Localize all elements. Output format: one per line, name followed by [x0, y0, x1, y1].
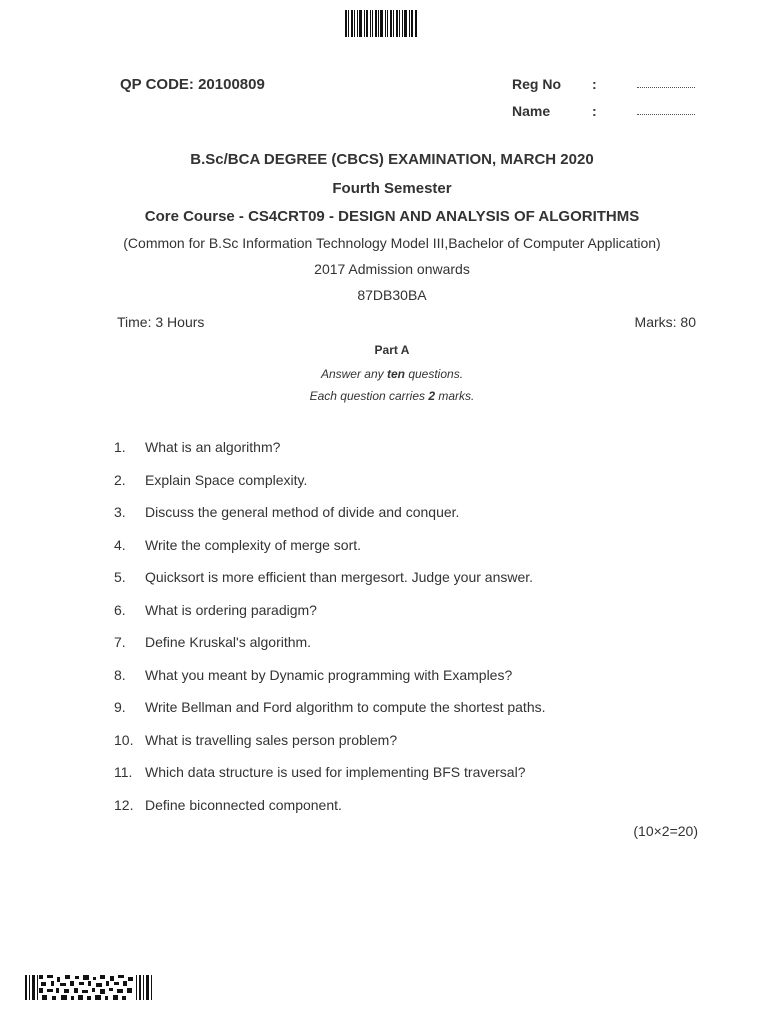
- question-item: [114, 732, 714, 752]
- semester: Fourth Semester: [332, 180, 452, 197]
- name-colon: :: [592, 103, 597, 119]
- question-item: [114, 797, 714, 817]
- part-a-heading: Part A: [374, 343, 410, 357]
- question-number: 11.: [114, 764, 133, 780]
- common-for: (Common for B.Sc Information Technology Model III,Bachelor of Computer Application): [123, 235, 661, 251]
- instr1-post: questions.: [404, 367, 464, 381]
- question-text: Write Bellman and Ford algorithm to compute the shortest paths.: [145, 699, 546, 715]
- instr1-bold: ten: [386, 367, 405, 381]
- question-number: 9.: [114, 699, 126, 715]
- question-item: [114, 667, 714, 687]
- question-item: [114, 634, 714, 654]
- question-item: [114, 569, 714, 589]
- question-number: 12.: [114, 797, 134, 813]
- question-number: 3.: [114, 504, 126, 520]
- course-title: Core Course - CS4CRT09 - DESIGN AND ANALYSIS OF ALGORITHMS: [144, 208, 640, 225]
- part-a-instruction-2: [0, 389, 768, 403]
- question-text: What is an algorithm?: [145, 439, 281, 455]
- question-text: Define biconnected component.: [145, 797, 342, 813]
- part-a-instruction-1: [0, 367, 768, 381]
- admission: 2017 Admission onwards: [314, 261, 470, 277]
- question-item: [114, 504, 714, 524]
- instr1-pre: Answer any: [320, 367, 387, 381]
- barcode-bottom: [25, 975, 152, 1000]
- max-marks: Marks: 80: [634, 314, 696, 330]
- question-number: 7.: [114, 634, 126, 650]
- instr2-bold: 2: [428, 389, 436, 403]
- question-text: Quicksort is more efficient than mergesort. Judge your answer.: [145, 569, 534, 585]
- question-number: 8.: [114, 667, 126, 683]
- question-item: [114, 602, 714, 622]
- instr2-pre: Each question carries: [309, 389, 429, 403]
- reg-no-row: [512, 76, 702, 94]
- name-row: [512, 103, 702, 121]
- question-text: Explain Space complexity.: [145, 472, 308, 488]
- question-text: What you meant by Dynamic programming with Examples?: [145, 667, 513, 683]
- question-number: 6.: [114, 602, 126, 618]
- question-text: What is ordering paradigm?: [145, 602, 317, 618]
- question-number: 10.: [114, 732, 134, 748]
- qp-code: QP CODE: 20100809: [120, 76, 265, 93]
- question-text: Define Kruskal's algorithm.: [145, 634, 312, 650]
- question-item: [114, 472, 714, 492]
- question-number: 5.: [114, 569, 126, 585]
- instr2-post: marks.: [435, 389, 475, 403]
- question-item: [114, 537, 714, 557]
- reg-no-label: Reg No: [512, 76, 561, 92]
- question-text: What is travelling sales person problem?: [145, 732, 398, 748]
- paper-code: 87DB30BA: [357, 287, 427, 303]
- question-item: [114, 699, 714, 719]
- time-allowed: Time: 3 Hours: [117, 314, 205, 330]
- name-label: Name: [512, 103, 551, 119]
- question-number: 2.: [114, 472, 126, 488]
- name-field: [637, 106, 695, 115]
- exam-title: B.Sc/BCA DEGREE (CBCS) EXAMINATION, MARCH 2020: [190, 151, 594, 168]
- question-text: Which data structure is used for implementing BFS traversal?: [145, 764, 526, 780]
- barcode-top: [345, 10, 417, 37]
- question-item: [114, 764, 714, 784]
- question-number: 1.: [114, 439, 126, 455]
- question-text: Write the complexity of merge sort.: [145, 537, 362, 553]
- question-item: [114, 439, 714, 459]
- reg-no-field: [637, 79, 695, 88]
- reg-no-colon: :: [592, 76, 597, 92]
- part-a-total: (10×2=20): [633, 823, 698, 839]
- question-number: 4.: [114, 537, 126, 553]
- question-text: Discuss the general method of divide and conquer.: [145, 504, 460, 520]
